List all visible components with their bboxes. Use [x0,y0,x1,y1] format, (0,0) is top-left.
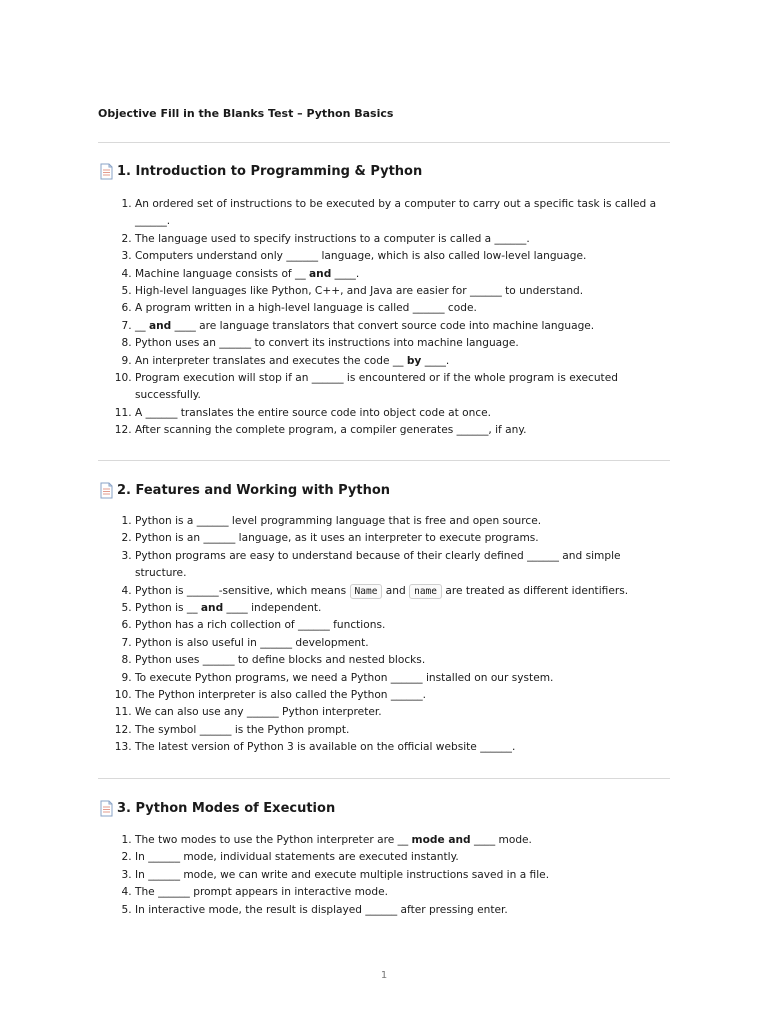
list-item: 2. Python is an ______ language, as it uses an interpreter to execute programs. [135,530,670,547]
question-text: and [385,584,406,597]
list-item: 6. A program written in a high-level language is called ______ code. [135,300,670,317]
list-item: 8. Python uses an ______ to convert its instructions into machine language. [135,335,670,352]
section-heading-1 [98,163,422,180]
question-text: Python is ______-sensitive, which means [135,584,347,597]
question-list-2 [98,513,670,757]
section-heading-text: 1. Introduction to Programming & Python [117,164,423,179]
document-page-icon [100,482,113,499]
list-item: 6. Python has a rich collection of ______ functions. [135,617,670,634]
list-item: 2. The language used to specify instructions to a computer is called a ______. [135,231,670,248]
list-item: 5. Python is __ and ____ independent. [135,600,670,617]
code-chip: Name [350,584,383,599]
list-item: 11. We can also use any ______ Python interpreter. [135,704,670,721]
list-item: 5. High-level languages like Python, C++, and Java are easier for ______ to understand. [135,283,670,300]
list-item: 1. The two modes to use the Python interpreter are __ mode and ____ mode. [135,832,670,849]
list-item: 3. Computers understand only ______ language, which is also called low-level language. [135,248,670,265]
list-item: 11. A ______ translates the entire source code into object code at once. [135,405,670,422]
list-item: 10. Program execution will stop if an ______ is encountered or if the whole program is executed successfully. [135,370,670,405]
document-title: Objective Fill in the Blanks Test – Python Basics [98,107,394,120]
section-heading-3 [98,800,335,817]
list-item: 2. In ______ mode, individual statements are executed instantly. [135,849,670,866]
question-list-1 [98,196,670,440]
code-chip: name [409,584,442,599]
list-item: 12. The symbol ______ is the Python prompt. [135,722,670,739]
list-item: 5. In interactive mode, the result is displayed ______ after pressing enter. [135,902,670,919]
list-item: 10. The Python interpreter is also called the Python ______. [135,687,670,704]
list-item: 1. Python is a ______ level programming language that is free and open source. [135,513,670,530]
divider [98,142,670,143]
question-list-3 [98,832,670,919]
list-item: 3. In ______ mode, we can write and execute multiple instructions saved in a file. [135,867,670,884]
section-heading-text: 2. Features and Working with Python [117,483,391,498]
document-page-icon [100,163,113,180]
list-item [135,583,670,600]
list-item: 4. The ______ prompt appears in interactive mode. [135,884,670,901]
list-item: 9. To execute Python programs, we need a Python ______ installed on our system. [135,670,670,687]
divider [98,460,670,461]
list-item: 8. Python uses ______ to define blocks and nested blocks. [135,652,670,669]
question-text: are treated as different identifiers. [445,584,629,597]
section-heading-text: 3. Python Modes of Execution [117,801,336,816]
list-item: 12. After scanning the complete program, a compiler generates ______, if any. [135,422,670,439]
list-item: 7. __ and ____ are language translators that convert source code into machine language. [135,318,670,335]
document-page-icon [100,800,113,817]
list-item: 3. Python programs are easy to understand because of their clearly defined ______ and simple structure. [135,548,670,583]
divider [98,778,670,779]
list-item: 9. An interpreter translates and executes the code __ by ____. [135,353,670,370]
list-item: 1. An ordered set of instructions to be executed by a computer to carry out a specific task is called a ______. [135,196,670,231]
section-heading-2 [98,482,390,499]
list-item: 13. The latest version of Python 3 is available on the official website ______. [135,739,670,756]
list-item: 4. Machine language consists of __ and ____. [135,266,670,283]
list-item: 7. Python is also useful in ______ development. [135,635,670,652]
page-number: 1 [380,970,388,981]
